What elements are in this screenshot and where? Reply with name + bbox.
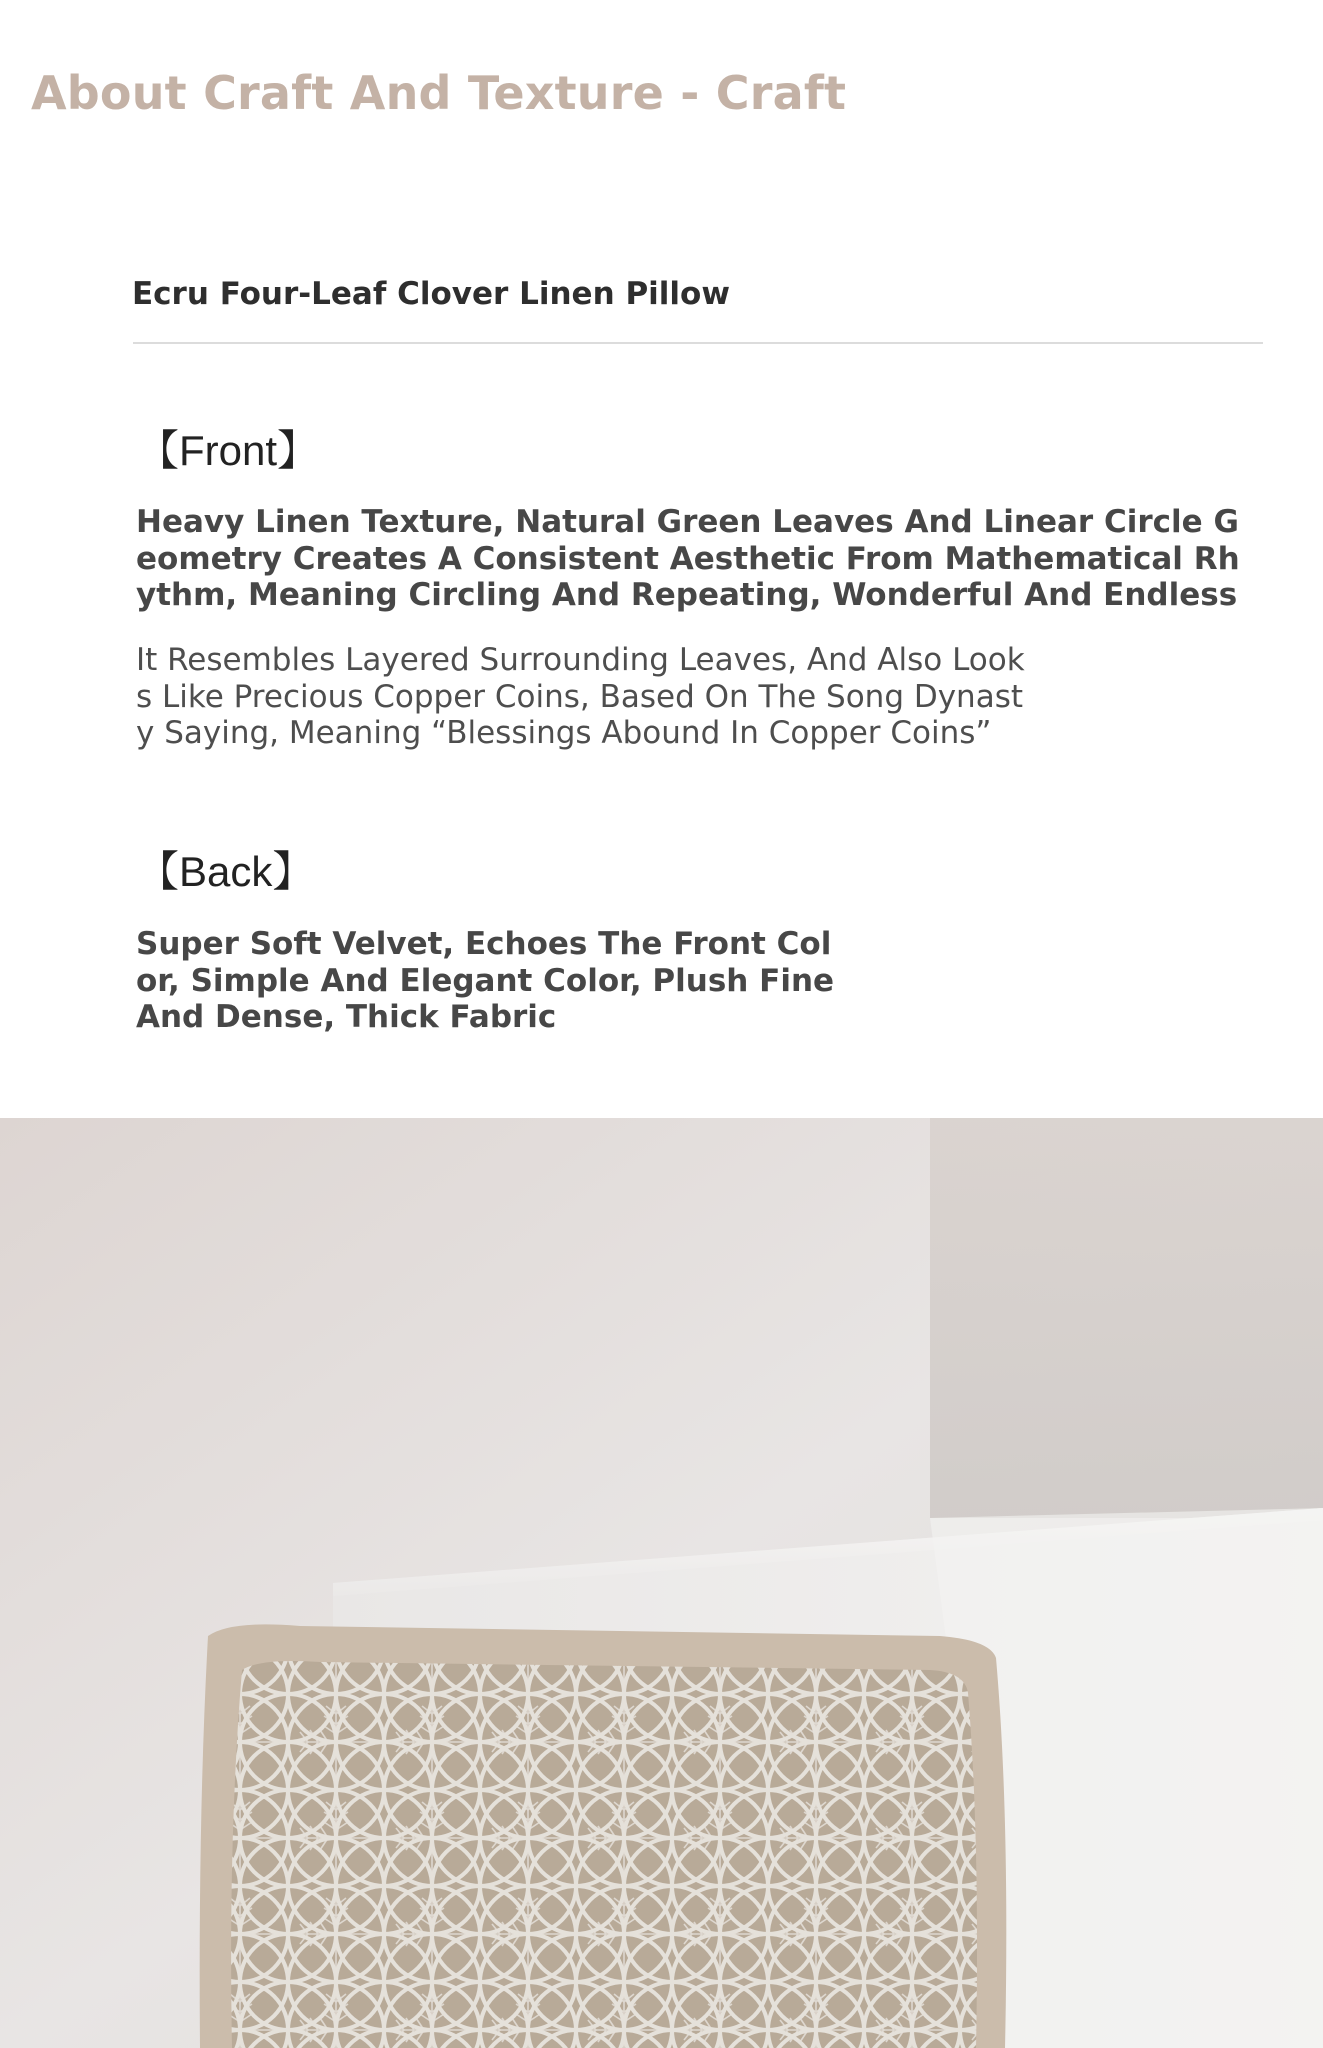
front-description: Heavy Linen Texture, Natural Green Leaves And Linear Circle G eometry Creates A Consistent Aesthetic From Mathematical Rh ythm, Meaning Circling And Repeating, Wonderful And Endless bbox=[136, 504, 1240, 613]
back-heading: 【Back】 bbox=[137, 848, 315, 895]
front-heading: 【Front】 bbox=[137, 427, 320, 474]
pillow-photo-illustration bbox=[0, 1118, 1323, 2048]
page-title: About Craft And Texture - Craft bbox=[31, 66, 847, 120]
product-photo bbox=[0, 1118, 1323, 2048]
product-name: Ecru Four-Leaf Clover Linen Pillow bbox=[132, 276, 730, 312]
front-meaning: It Resembles Layered Surrounding Leaves, And Also Look s Like Precious Copper Coins, Based On The Song Dynast y Saying, Meaning “Blessings Abound In Copper Coins” bbox=[136, 642, 1025, 751]
divider bbox=[133, 342, 1263, 344]
back-description: Super Soft Velvet, Echoes The Front Col or, Simple And Elegant Color, Plush Fine And Dense, Thick Fabric bbox=[136, 926, 835, 1035]
